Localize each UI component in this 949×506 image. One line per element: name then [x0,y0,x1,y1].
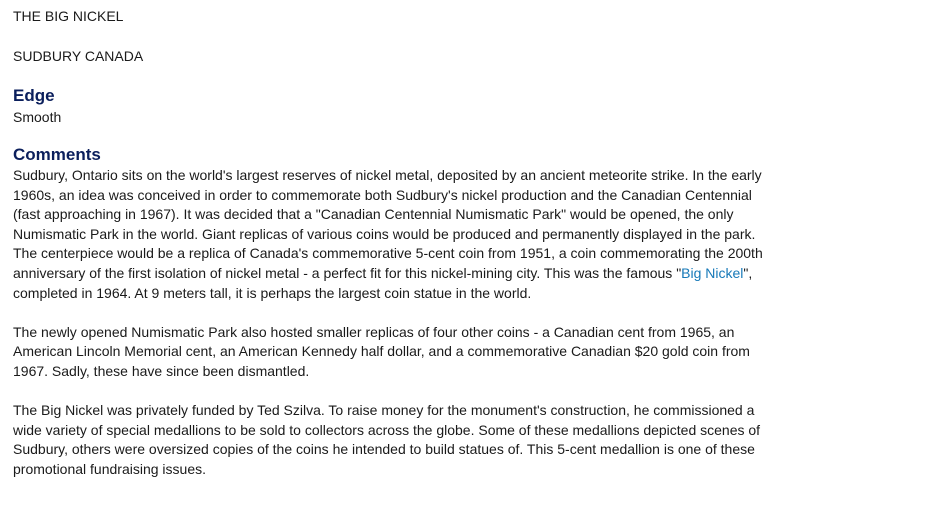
edge-heading: Edge [13,86,55,105]
paragraph-1-text-end: ", completed in 1964. At 9 meters tall, it is perhaps the largest coin statue in the world. [13,264,753,301]
edge-value: Smooth [13,109,62,125]
comments-body [13,166,773,480]
comments-paragraph-3: The Big Nickel was privately funded by Ted Szilva. To raise money for the monument's construction, he commissioned a wide variety of special medallions to be sold to collectors across the globe. Some of these medallions depicted scenes of Sudbury, others were oversized copies of the coins he intended to build statues of. This 5-cent medallion is one of these promotional fundraising issues. [13,402,761,477]
comments-paragraph-2: The newly opened Numismatic Park also hosted smaller replicas of four other coins - a Canadian cent from 1965, an American Lincoln Memorial cent, an American Kennedy half dollar, and a commemorative Canadian $20 gold coin from 1967. Sadly, these have since been dismantled. [13,323,750,379]
inscription-line-2: SUDBURY CANADA [13,48,144,64]
inscription-line-1: THE BIG NICKEL [13,8,124,24]
comments-paragraph-1 [13,166,773,303]
paragraph-1-text-start: Sudbury, Ontario sits on the world's largest reserves of nickel metal, deposited by an ancient meteorite strike. In the early 1960s, an idea was conceived in order to commemorate both Sudbury's nickel production and the Canadian Centennial (fast approaching in 1967). It was decided that a "Canadian Centennial Numismatic Park" would be opened, the only Numismatic Park in the world. Giant replicas of various coins would be produced and permanently displayed in the park. The centerpiece would be a replica of Canada's commemorative 5-cent coin from 1951, a coin commemorating the 200th anniversary of the first isolation of nickel metal - a perfect fit for this nickel-mining city. This was the famous " [13,167,763,281]
comments-heading: Comments [13,145,101,164]
big-nickel-link[interactable]: Big Nickel [681,264,744,281]
